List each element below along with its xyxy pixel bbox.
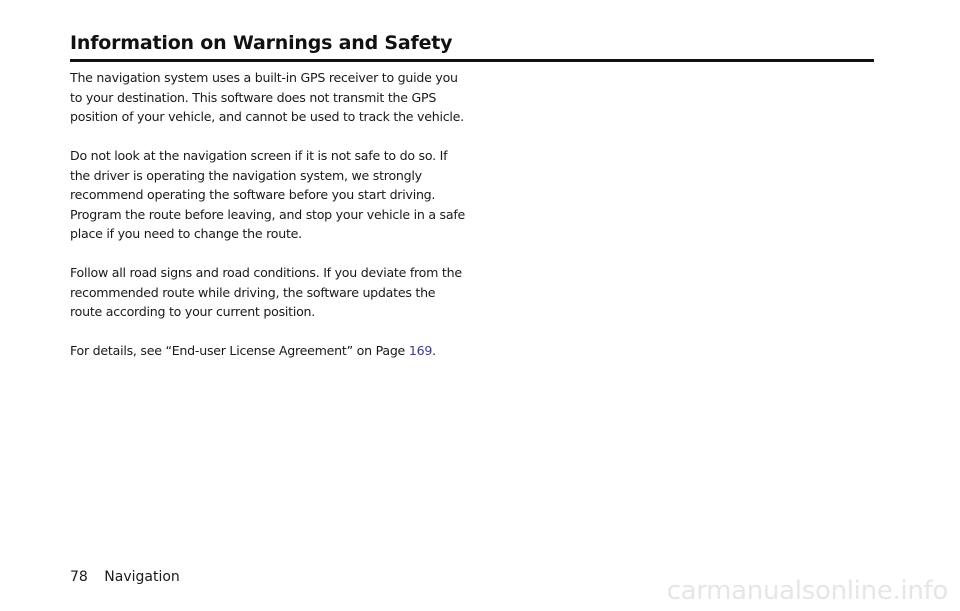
title-divider (70, 59, 874, 62)
page-title: Information on Warnings and Safety (70, 32, 453, 54)
page-169-link[interactable]: 169 (408, 343, 433, 358)
paragraph-screen-safety: Do not look at the navigation screen if it is not safe to do so. If the driver is operating the navigation system, we strongly recommend operating the software before you start driving. Program the route before leaving, and stop your vehicle in a safe place if you need to change the route. (70, 148, 466, 241)
page-footer (70, 567, 180, 587)
paragraph-details (70, 341, 470, 361)
page-number: 78 (70, 569, 88, 585)
details-text: For details, see “End-user License Agreement” on Page (70, 343, 409, 358)
watermark: carmanualsonline.info (666, 576, 948, 606)
paragraph-road-signs: Follow all road signs and road conditions. If you deviate from the recommended route while driving, the software updates the route according to your current position. (70, 265, 462, 319)
footer-section: Navigation (104, 569, 180, 585)
paragraph-gps: The navigation system uses a built-in GPS receiver to guide you to your destination. This software does not transmit the GPS position of your vehicle, and cannot be used to track the vehicle. (70, 70, 464, 124)
details-suffix: . (432, 343, 436, 358)
body-content (70, 68, 470, 380)
